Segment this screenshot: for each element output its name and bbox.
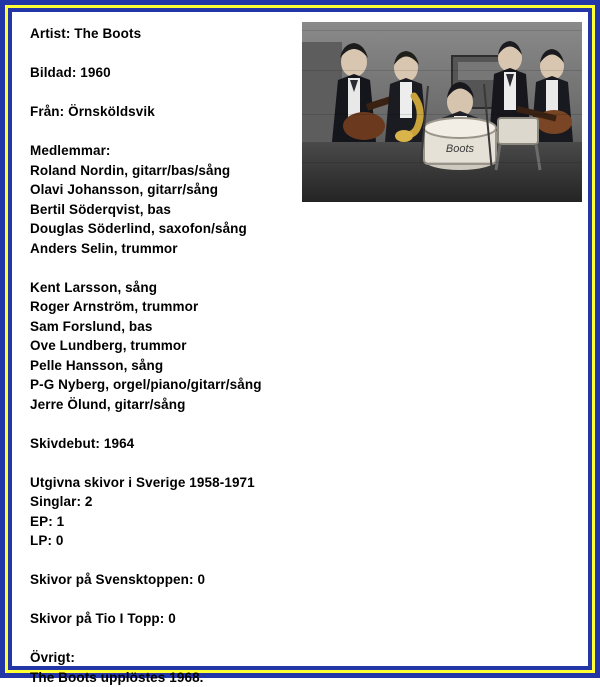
document-content xyxy=(12,12,588,666)
spacer xyxy=(30,414,430,434)
release-item: EP: 1 xyxy=(30,512,430,532)
release-item: LP: 0 xyxy=(30,531,430,551)
yellow-border xyxy=(5,5,595,673)
other-text: The Boots upplöstes 1968. xyxy=(30,668,430,687)
member-item: Jerre Ölund, gitarr/sång xyxy=(30,395,430,415)
info-text-block xyxy=(30,24,430,687)
spacer xyxy=(30,122,430,142)
spacer xyxy=(30,453,430,473)
member-item: Roland Nordin, gitarr/bas/sång xyxy=(30,161,430,181)
member-item: Douglas Söderlind, saxofon/sång xyxy=(30,219,430,239)
member-item: Pelle Hansson, sång xyxy=(30,356,430,376)
svensktoppen-line: Skivor på Svensktoppen: 0 xyxy=(30,570,430,590)
debut-line: Skivdebut: 1964 xyxy=(30,434,430,454)
member-item: Ove Lundberg, trummor xyxy=(30,336,430,356)
other-heading: Övrigt: xyxy=(30,648,430,668)
releases-heading: Utgivna skivor i Sverige 1958-1971 xyxy=(30,473,430,493)
formed-line: Bildad: 1960 xyxy=(30,63,430,83)
from-line: Från: Örnsköldsvik xyxy=(30,102,430,122)
member-item: Sam Forslund, bas xyxy=(30,317,430,337)
member-item: Olavi Johansson, gitarr/sång xyxy=(30,180,430,200)
spacer xyxy=(30,551,430,571)
svg-text:Boots: Boots xyxy=(446,143,475,155)
members-heading: Medlemmar: xyxy=(30,141,430,161)
spacer xyxy=(30,258,430,278)
member-item: Roger Arnström, trummor xyxy=(30,297,430,317)
spacer xyxy=(30,629,430,649)
artist-line: Artist: The Boots xyxy=(30,24,430,44)
spacer xyxy=(30,590,430,610)
release-item: Singlar: 2 xyxy=(30,492,430,512)
member-item: Kent Larsson, sång xyxy=(30,278,430,298)
blue-inner-border xyxy=(8,8,592,670)
tioitopp-line: Skivor på Tio I Topp: 0 xyxy=(30,609,430,629)
spacer xyxy=(30,44,430,64)
member-item: P-G Nyberg, orgel/piano/gitarr/sång xyxy=(30,375,430,395)
member-item: Bertil Söderqvist, bas xyxy=(30,200,430,220)
spacer xyxy=(30,83,430,103)
member-item: Anders Selin, trummor xyxy=(30,239,430,259)
